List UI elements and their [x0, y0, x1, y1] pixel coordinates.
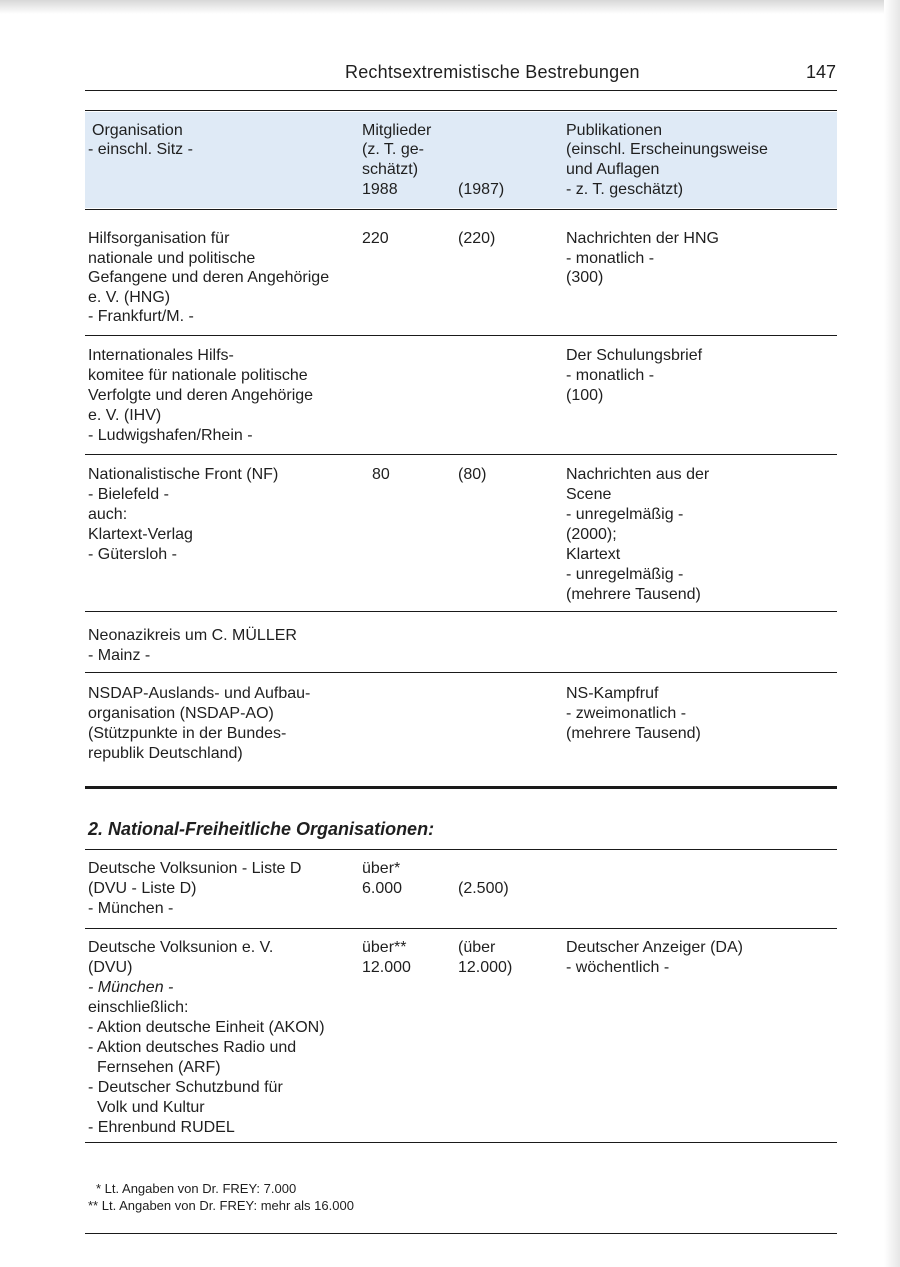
row-dvu-pub-2: - wöchentlich - — [566, 959, 670, 976]
row-nsdapao-pub-3: (mehrere Tausend) — [566, 725, 701, 742]
row-dvu-liste-d-org-1: Deutsche Volksunion - Liste D — [88, 860, 302, 877]
header-rule — [85, 90, 837, 91]
row-separator — [85, 335, 837, 336]
row-nf-org-4: Klartext-Verlag — [88, 526, 193, 543]
section-heading: 2. National-Freiheitliche Organisationen: — [88, 819, 435, 839]
row-ihv-pub-1: Der Schulungsbrief — [566, 347, 703, 364]
table-bottom-rule — [85, 1142, 837, 1143]
col-head-org-1: Organisation — [92, 122, 183, 139]
row-neonazikreis-org-1: Neonazikreis um C. MÜLLER — [88, 627, 297, 644]
row-nf-pub-7: (mehrere Tausend) — [566, 586, 701, 603]
row-nf-pub-4: (2000); — [566, 526, 617, 543]
col-head-org-2: - einschl. Sitz - — [88, 141, 193, 158]
row-nsdapao-org-4: republik Deutschland) — [88, 745, 243, 762]
row-hng-org-2: nationale und politische — [88, 250, 256, 267]
col-head-year-current: 1988 — [362, 181, 398, 198]
scan-top-edge — [0, 0, 900, 14]
row-nsdapao-org-2: organisation (NSDAP-AO) — [88, 705, 274, 722]
row-nf-members-1988: 80 — [372, 466, 390, 483]
row-nf-pub-1: Nachrichten aus der — [566, 466, 710, 483]
row-dvu-org-5: - Aktion deutsche Einheit (AKON) — [88, 1019, 325, 1036]
row-separator — [85, 672, 837, 673]
row-neonazikreis-org-2: - Mainz - — [88, 647, 151, 664]
page-number: 147 — [806, 62, 837, 82]
row-nf-pub-3: - unregelmäßig - — [566, 506, 684, 523]
row-dvu-org-8: - Deutscher Schutzbund für — [88, 1079, 283, 1096]
footnote-1: * Lt. Angaben von Dr. FREY: 7.000 — [96, 1181, 297, 1196]
row-dvu-pub-1: Deutscher Anzeiger (DA) — [566, 939, 743, 956]
row-ihv-org-4: e. V. (IHV) — [88, 407, 162, 424]
page-bottom-rule — [85, 1233, 837, 1234]
row-hng-members-1987: (220) — [458, 230, 496, 247]
row-separator — [85, 611, 837, 612]
scan-right-edge — [884, 0, 900, 1267]
row-dvu-org-10: - Ehrenbund RUDEL — [88, 1119, 235, 1136]
row-dvu-org-4: einschließlich: — [88, 999, 189, 1016]
col-head-members-3: schätzt) — [362, 161, 419, 178]
footnote-2: ** Lt. Angaben von Dr. FREY: mehr als 16.000 — [88, 1198, 354, 1213]
row-dvu-org-2: (DVU) — [88, 959, 133, 976]
row-nsdapao-org-1: NSDAP-Auslands- und Aufbau- — [88, 685, 311, 702]
section-divider-rule — [85, 786, 837, 789]
row-ihv-pub-3: (100) — [566, 387, 604, 404]
col-head-year-previous: (1987) — [458, 181, 505, 198]
page-header-title: Rechtsextremistische Bestrebungen — [345, 62, 640, 82]
row-nf-org-1: Nationalistische Front (NF) — [88, 466, 279, 483]
row-hng-members-1988: 220 — [362, 230, 389, 247]
row-dvu-liste-d-members-1988: 6.000 — [362, 880, 403, 897]
row-hng-org-1: Hilfsorganisation für — [88, 230, 230, 247]
row-nf-pub-6: - unregelmäßig - — [566, 566, 684, 583]
row-ihv-pub-2: - monatlich - — [566, 367, 655, 384]
row-hng-org-4: e. V. (HNG) — [88, 289, 171, 306]
row-dvu-members-1988: 12.000 — [362, 959, 411, 976]
row-dvu-members-1988-note: über** — [362, 939, 407, 956]
row-dvu-org-9: Volk und Kultur — [97, 1099, 205, 1116]
col-head-members-2: (z. T. ge- — [362, 141, 424, 158]
row-dvu-members-1987-note: (über — [458, 939, 496, 956]
row-nf-members-1987: (80) — [458, 466, 487, 483]
row-dvu-org-6: - Aktion deutsches Radio und — [88, 1039, 297, 1056]
row-dvu-liste-d-org-2: (DVU - Liste D) — [88, 880, 197, 897]
row-separator — [85, 928, 837, 929]
header-bottom-rule — [85, 209, 837, 210]
col-head-pubs-1: Publikationen — [566, 122, 663, 139]
row-dvu-org-3: - München - — [88, 979, 174, 996]
col-head-pubs-2: (einschl. Erscheinungsweise — [566, 141, 768, 158]
row-nsdapao-pub-2: - zweimonatlich - — [566, 705, 687, 722]
row-hng-org-3: Gefangene und deren Angehörige — [88, 269, 330, 286]
row-nf-pub-5: Klartext — [566, 546, 621, 563]
row-nf-org-3: auch: — [88, 506, 128, 523]
row-nsdapao-org-3: (Stützpunkte in der Bundes- — [88, 725, 287, 742]
row-nf-pub-2: Scene — [566, 486, 612, 503]
col-head-pubs-3: und Auflagen — [566, 161, 660, 178]
row-ihv-org-5: - Ludwigshafen/Rhein - — [88, 427, 253, 444]
row-dvu-liste-d-members-1988-note: über* — [362, 860, 401, 877]
row-nsdapao-pub-1: NS-Kampfruf — [566, 685, 659, 702]
row-dvu-liste-d-members-1987: (2.500) — [458, 880, 509, 897]
row-dvu-org-1: Deutsche Volksunion e. V. — [88, 939, 274, 956]
row-ihv-org-2: komitee für nationale politische — [88, 367, 308, 384]
col-head-pubs-4: - z. T. geschätzt) — [566, 181, 684, 198]
row-ihv-org-3: Verfolgte und deren Angehörige — [88, 387, 314, 404]
row-dvu-liste-d-org-3: - München - — [88, 900, 174, 917]
row-hng-org-5: - Frankfurt/M. - — [88, 308, 194, 325]
row-hng-pub-1: Nachrichten der HNG — [566, 230, 719, 247]
col-head-members-1: Mitglieder — [362, 122, 432, 139]
row-nf-org-2: - Bielefeld - — [88, 486, 169, 503]
row-ihv-org-1: Internationales Hilfs- — [88, 347, 234, 364]
table-top-rule — [85, 110, 837, 111]
row-separator — [85, 454, 837, 455]
row-dvu-members-1987: 12.000) — [458, 959, 513, 976]
row-hng-pub-2: - monatlich - — [566, 250, 655, 267]
section-heading-rule — [85, 849, 837, 850]
row-hng-pub-3: (300) — [566, 269, 604, 286]
row-nf-org-5: - Gütersloh - — [88, 546, 177, 563]
row-dvu-org-7: Fernsehen (ARF) — [97, 1059, 221, 1076]
